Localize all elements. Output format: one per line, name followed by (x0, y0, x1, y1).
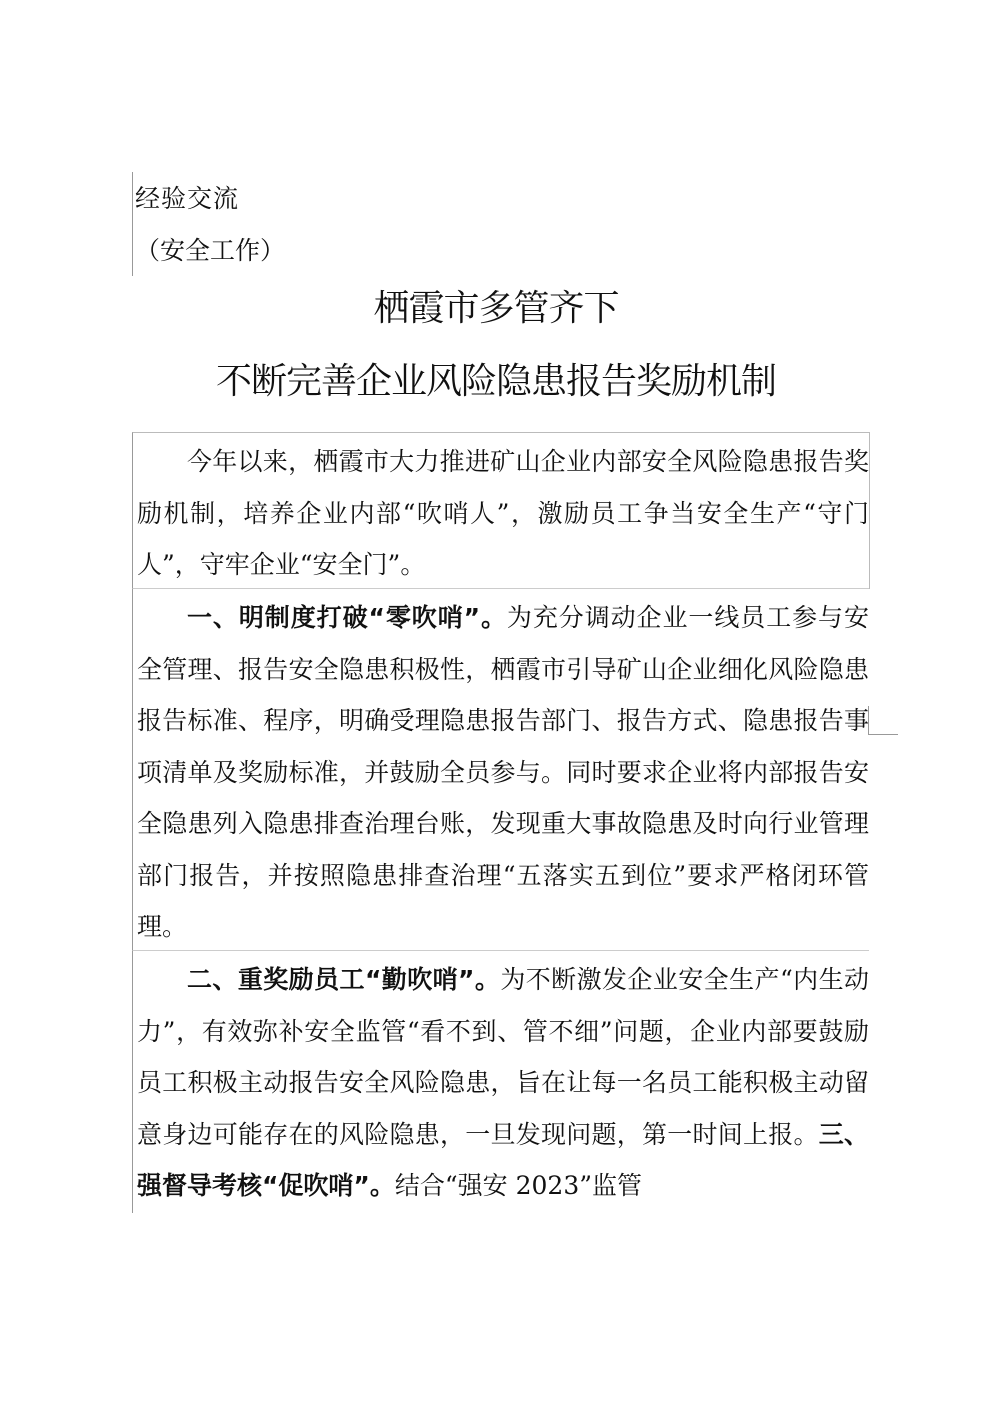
section-3-heading: 三、强督导考核“促吹哨”。 (137, 1119, 869, 1200)
intro-text: 今年以来，栖霞市大力推进矿山企业内部安全风险隐患报告奖励机制，培养企业内部“吹哨人”，激励员工争当安全生产“守门人”，守牢企业“安全门”。 (137, 447, 869, 579)
section-1-body: 为充分调动企业一线员工参与安全管理、报告安全隐患积极性，栖霞市引导矿山企业细化风险隐患报告标准、程序，明确受理隐患报告部门、报告方式、隐患报告事项清单及奖励标准，并鼓励全员参与。同时要求企业将内部报告安全隐患列入隐患排查治理台账，发现重大事故隐患及时向行业管理部门报告，并按照隐患排查治理“五落实五到位”要求严格闭环管理。 (137, 603, 869, 941)
column-subtitle: （安全工作） (135, 236, 286, 265)
section-1-text (133, 589, 869, 953)
section-2 (132, 950, 869, 1213)
article-title-line1: 栖霞市多管齐下 (373, 288, 619, 329)
margin-mark (868, 734, 898, 735)
section-2-text (133, 951, 869, 1212)
section-2-heading: 二、重奖励员工“勤吹哨”。 (187, 965, 501, 994)
section-1 (132, 588, 869, 951)
column-header (132, 172, 433, 276)
intro-paragraph (132, 432, 870, 589)
section-1-heading: 一、明制度打破“零吹哨”。 (187, 603, 507, 632)
section-2-body: 为不断激发企业安全生产“内生动力”，有效弥补安全监管“看不到、管不细”问题，企业内部要鼓励员工积极主动报告安全风险隐患，旨在让每一名员工能积极主动留意身边可能存在的风险隐患，一旦发现问题，第一时间上报。 (137, 965, 869, 1149)
column-label: 经验交流 (135, 184, 240, 213)
section-3-body: 结合“强安 2023”监管 (394, 1171, 643, 1200)
margin-tick (868, 706, 869, 734)
article-title-line2: 不断完善企业风险隐患报告奖励机制 (215, 361, 776, 402)
